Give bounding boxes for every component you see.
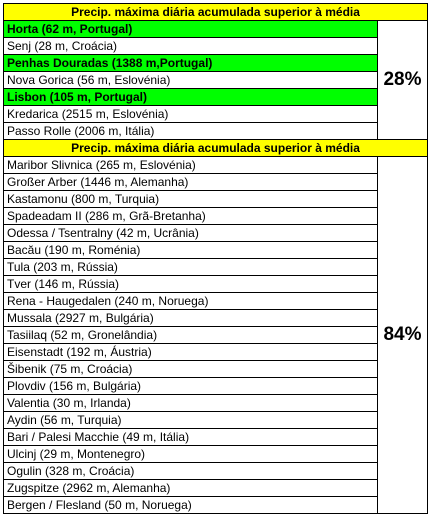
station-cell: Ogulin (328 m, Croácia) bbox=[4, 463, 378, 480]
table-row bbox=[4, 174, 428, 191]
table-row bbox=[4, 225, 428, 242]
station-cell: Tula (203 m, Rússia) bbox=[4, 259, 378, 276]
table-row bbox=[4, 344, 428, 361]
table-row bbox=[4, 327, 428, 344]
table-row bbox=[4, 463, 428, 480]
station-cell: Passo Rolle (2006 m, Itália) bbox=[4, 123, 378, 140]
table-row bbox=[4, 21, 428, 38]
table-row bbox=[4, 208, 428, 225]
station-cell: Horta (62 m, Portugal) bbox=[4, 21, 378, 38]
station-cell: Rena - Haugedalen (240 m, Noruega) bbox=[4, 293, 378, 310]
table-row bbox=[4, 429, 428, 446]
station-cell: Zugspitze (2962 m, Alemanha) bbox=[4, 480, 378, 497]
station-cell: Šibenik (75 m, Croácia) bbox=[4, 361, 378, 378]
table-row bbox=[4, 72, 428, 89]
station-cell: Mussala (2927 m, Bulgária) bbox=[4, 310, 378, 327]
station-cell: Lisbon (105 m, Portugal) bbox=[4, 89, 378, 106]
table-row bbox=[4, 191, 428, 208]
station-cell: Plovdiv (156 m, Bulgária) bbox=[4, 378, 378, 395]
station-cell: Kastamonu (800 m, Turquia) bbox=[4, 191, 378, 208]
table-row bbox=[4, 89, 428, 106]
station-cell: Kredarica (2515 m, Eslovénia) bbox=[4, 106, 378, 123]
station-cell: Großer Arber (1446 m, Alemanha) bbox=[4, 174, 378, 191]
precipitation-table bbox=[3, 3, 428, 514]
table-row bbox=[4, 378, 428, 395]
section1-header-row bbox=[4, 4, 428, 21]
table-row bbox=[4, 259, 428, 276]
table-row bbox=[4, 106, 428, 123]
table-body bbox=[4, 4, 428, 514]
station-cell: Spadeadam II (286 m, Grã-Bretanha) bbox=[4, 208, 378, 225]
table-row bbox=[4, 276, 428, 293]
precipitation-table-sheet bbox=[3, 3, 427, 514]
section2-header: Precip. máxima diária acumulada superior à média bbox=[4, 140, 428, 157]
table-row bbox=[4, 480, 428, 497]
table-row bbox=[4, 310, 428, 327]
table-row bbox=[4, 55, 428, 72]
station-cell: Bacău (190 m, Roménia) bbox=[4, 242, 378, 259]
table-row bbox=[4, 123, 428, 140]
table-row bbox=[4, 361, 428, 378]
section2-header-row bbox=[4, 140, 428, 157]
station-cell: Tasiilaq (52 m, Gronelândia) bbox=[4, 327, 378, 344]
section1-header: Precip. máxima diária acumulada superior à média bbox=[4, 4, 428, 21]
station-cell: Odessa / Tsentralny (42 m, Ucrânia) bbox=[4, 225, 378, 242]
station-cell: Nova Gorica (56 m, Eslovénia) bbox=[4, 72, 378, 89]
table-row bbox=[4, 497, 428, 514]
station-cell: Valentia (30 m, Irlanda) bbox=[4, 395, 378, 412]
table-row bbox=[4, 395, 428, 412]
station-cell: Penhas Douradas (1388 m,Portugal) bbox=[4, 55, 378, 72]
section1-percent: 28% bbox=[378, 21, 428, 140]
station-cell: Ulcinj (29 m, Montenegro) bbox=[4, 446, 378, 463]
station-cell: Tver (146 m, Rússia) bbox=[4, 276, 378, 293]
table-row bbox=[4, 412, 428, 429]
station-cell: Bergen / Flesland (50 m, Noruega) bbox=[4, 497, 378, 514]
table-row bbox=[4, 242, 428, 259]
station-cell: Aydin (56 m, Turquia) bbox=[4, 412, 378, 429]
station-cell: Senj (28 m, Croácia) bbox=[4, 38, 378, 55]
table-row bbox=[4, 38, 428, 55]
table-row bbox=[4, 293, 428, 310]
table-row bbox=[4, 446, 428, 463]
section2-percent: 84% bbox=[378, 157, 428, 514]
table-row bbox=[4, 157, 428, 174]
station-cell: Eisenstadt (192 m, Áustria) bbox=[4, 344, 378, 361]
station-cell: Bari / Palesi Macchie (49 m, Itália) bbox=[4, 429, 378, 446]
station-cell: Maribor Slivnica (265 m, Eslovénia) bbox=[4, 157, 378, 174]
